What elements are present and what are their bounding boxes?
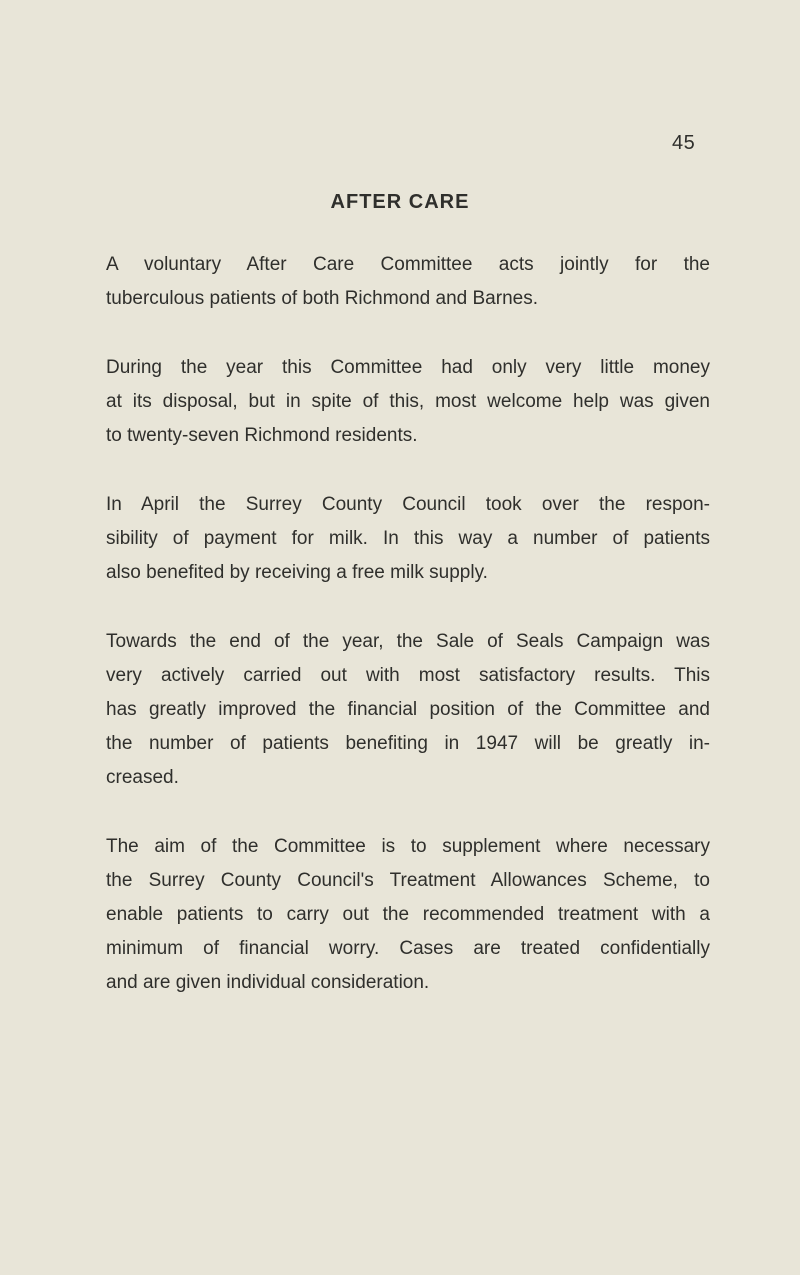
text-line: The aim of the Committee is to supplement where necessary — [106, 836, 710, 857]
text-line: In April the Surrey County Council took over the respon- — [106, 494, 710, 515]
text-line: tuberculous patients of both Richmond and Barnes. — [106, 288, 538, 309]
paragraph-funds — [98, 351, 710, 453]
text-line: the number of patients benefiting in 1947 will be greatly in- — [106, 733, 710, 754]
text-line: A voluntary After Care Committee acts jointly for the — [106, 254, 710, 275]
paragraph-committee-aim — [98, 830, 710, 1000]
text-line: also benefited by receiving a free milk supply. — [106, 562, 488, 583]
text-line: minimum of financial worry. Cases are treated confidentially — [106, 938, 710, 959]
paragraph-milk-supply — [98, 488, 710, 590]
text-line: very actively carried out with most satisfactory results. This — [106, 665, 710, 686]
paragraph-after-care-committee — [98, 248, 710, 316]
paragraph-seals-campaign — [98, 625, 710, 795]
text-line: creased. — [106, 767, 179, 788]
text-line: During the year this Committee had only very little money — [106, 357, 710, 378]
text-line: and are given individual consideration. — [106, 972, 430, 993]
page-number: 45 — [672, 132, 696, 154]
text-line: to twenty-seven Richmond residents. — [106, 425, 418, 446]
text-line: enable patients to carry out the recommended treatment with a — [106, 904, 710, 925]
text-line: at its disposal, but in spite of this, most welcome help was given — [106, 391, 710, 412]
text-line: the Surrey County Council's Treatment Allowances Scheme, to — [106, 870, 710, 891]
page-title: AFTER CARE — [330, 191, 470, 213]
text-line: Towards the end of the year, the Sale of Seals Campaign was — [106, 631, 710, 652]
body-text — [98, 248, 710, 1035]
text-line: has greatly improved the financial position of the Committee and — [106, 699, 710, 720]
text-line: sibility of payment for milk. In this way a number of patients — [106, 528, 710, 549]
